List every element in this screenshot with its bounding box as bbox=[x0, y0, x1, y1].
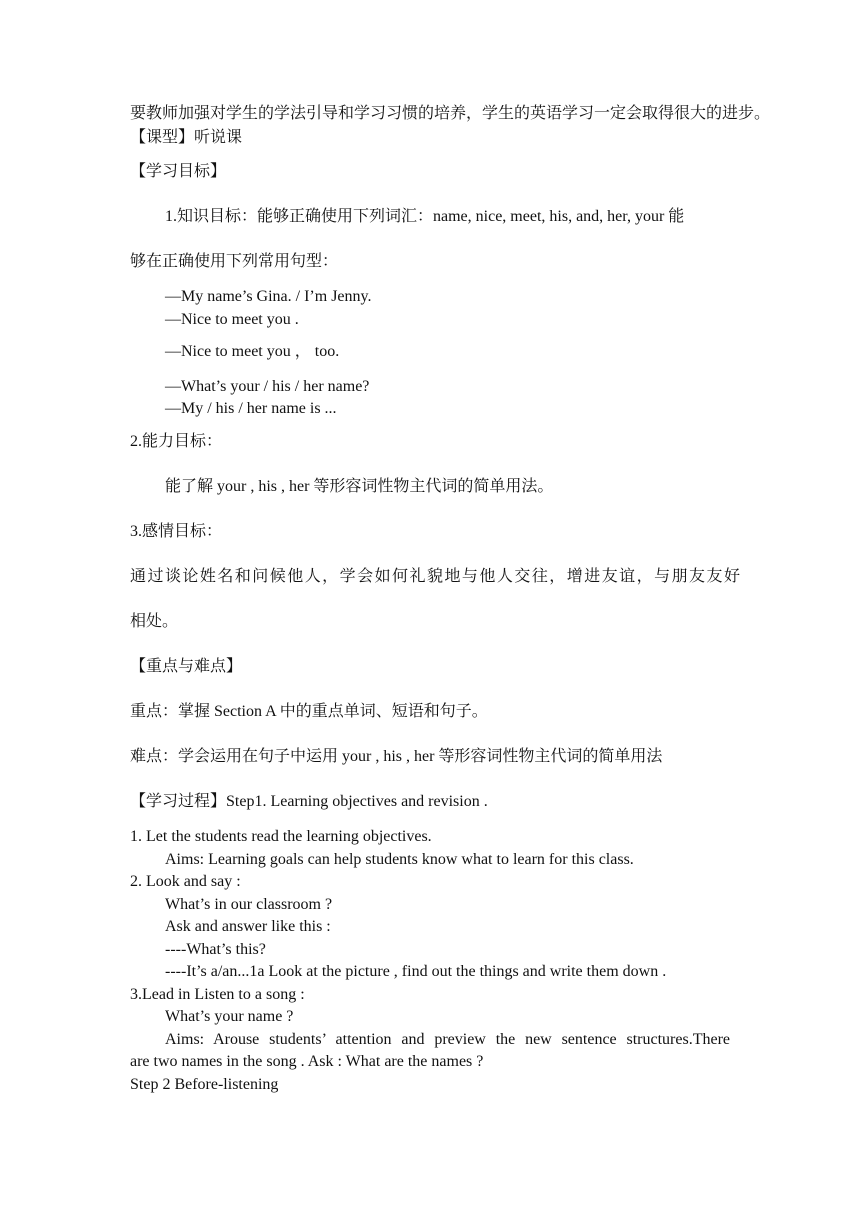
objectives-heading: 【学习目标】 bbox=[130, 163, 227, 180]
process-line: 3.Lead in Listen to a song : bbox=[130, 986, 305, 1003]
emotion-goal-heading: 3.感情目标： bbox=[130, 523, 223, 540]
process-line: Aims: Learning goals can help students know what to learn for this class. bbox=[165, 851, 634, 868]
process-line: 2. Look and say : bbox=[130, 873, 241, 890]
ability-goal-heading: 2.能力目标： bbox=[130, 433, 223, 450]
process-heading: 【学习过程】Step1. Learning objectives and revision . bbox=[130, 793, 488, 810]
emotion-goal-line2: 相处。 bbox=[130, 613, 179, 630]
process-line: 1. Let the students read the learning objectives. bbox=[130, 828, 432, 845]
process-line: are two names in the song . Ask : What are the names ? bbox=[130, 1053, 484, 1070]
key-points-heading: 【重点与难点】 bbox=[130, 658, 243, 675]
intro-line: 要教师加强对学生的学法引导和学习习惯的培养，学生的英语学习一定会取得很大的进步。 bbox=[130, 105, 771, 122]
ability-goal-text: 能了解 your , his , her 等形容词性物主代词的简单用法。 bbox=[165, 478, 554, 495]
key-point: 重点：掌握 Section A 中的重点单词、短语和句子。 bbox=[130, 703, 488, 720]
emotion-goal-line1: 通过谈论姓名和问候他人，学会如何礼貌地与他人交往，增进友谊，与朋友友好 bbox=[130, 568, 740, 585]
sentence-pattern: —My / his / her name is ... bbox=[165, 400, 337, 417]
course-type: 【课型】听说课 bbox=[130, 129, 243, 146]
difficult-point: 难点：学会运用在句子中运用 your , his , her 等形容词性物主代词的简单用法 bbox=[130, 748, 663, 765]
knowledge-goal-line1: 1.知识目标：能够正确使用下列词汇：name, nice, meet, his, and, her, your 能 bbox=[165, 208, 685, 225]
sentence-pattern: —Nice to meet you . bbox=[165, 311, 299, 328]
sentence-pattern: —My name’s Gina. / I’m Jenny. bbox=[165, 288, 372, 305]
process-line: ----What’s this? bbox=[165, 941, 266, 958]
process-line: Aims: Arouse students’ attention and preview the new sentence structures.There bbox=[165, 1031, 730, 1048]
knowledge-goal-line2: 够在正确使用下列常用句型： bbox=[130, 253, 339, 270]
process-line: Step 2 Before-listening bbox=[130, 1076, 279, 1093]
sentence-pattern: —What’s your / his / her name? bbox=[165, 378, 370, 395]
process-line: Ask and answer like this : bbox=[165, 918, 331, 935]
sentence-pattern: —Nice to meet you ， too. bbox=[165, 343, 340, 360]
process-line: ----It’s a/an...1a Look at the picture , find out the things and write them down . bbox=[165, 963, 667, 980]
process-line: What’s in our classroom ? bbox=[165, 896, 333, 913]
process-line: What’s your name ? bbox=[165, 1008, 294, 1025]
